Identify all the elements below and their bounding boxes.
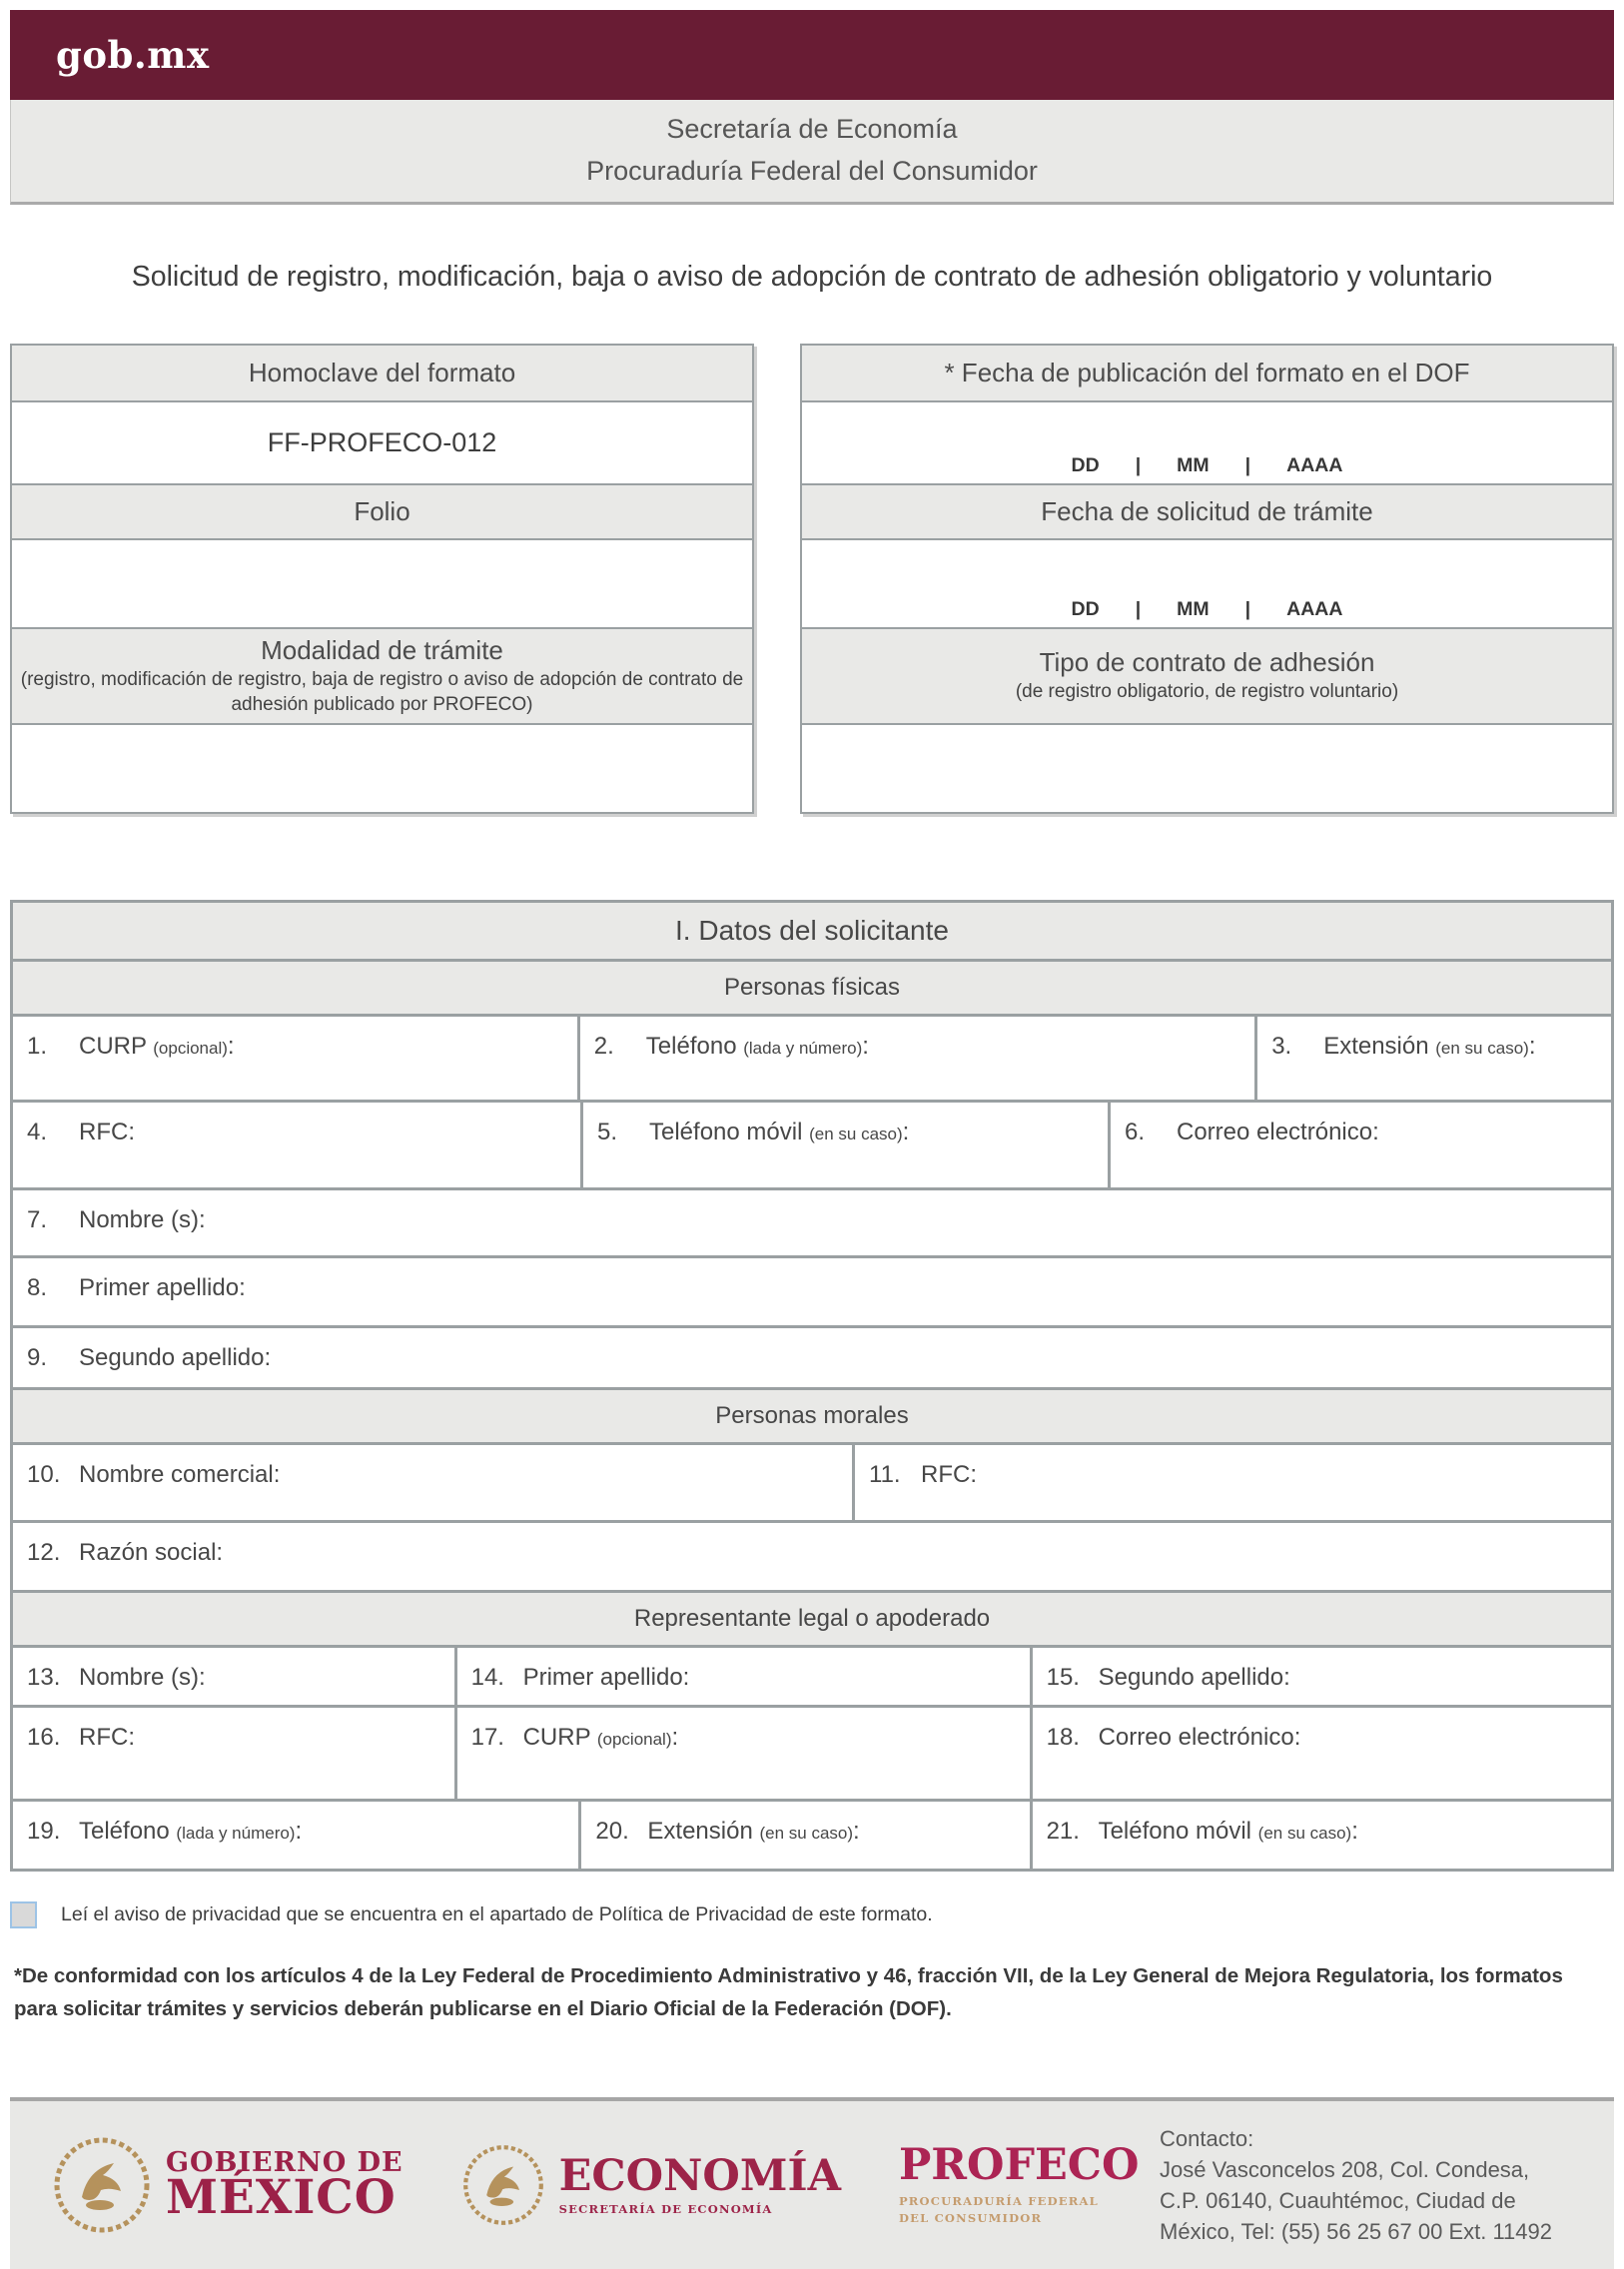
field-2-telefono[interactable]: 2. Teléfono (lada y número): — [577, 1017, 1254, 1100]
date-separator: | — [1244, 454, 1251, 476]
field-3-extension[interactable]: 3. Extensión (en su caso): — [1254, 1017, 1611, 1100]
field-21-telefono-movil[interactable]: 21. Teléfono móvil (en su caso): — [1030, 1802, 1611, 1869]
tipo-contrato-label: Tipo de contrato de adhesión — [1039, 647, 1375, 678]
date-aaaa-label: AAAA — [1286, 454, 1343, 476]
privacy-checkbox[interactable] — [10, 1901, 37, 1928]
field-12-razon-social[interactable]: 12. Razón social: — [27, 1539, 224, 1566]
date-dd-label: DD — [1071, 454, 1100, 476]
table-row — [13, 1187, 1611, 1255]
modalidad-sublabel: (registro, modificación de registro, baja de registro o aviso de adopción de contrato de adhesión publicado por PROFECO) — [20, 668, 744, 715]
dof-disclaimer: *De conformidad con los artículos 4 de la Ley Federal de Procedimiento Administrativo y 46, fracción VII, de la Ley General de Mejora Regulatoria, los formatos para solicitar trámites y servicios deberán publicarse en el Diario Oficial de la Federación (DOF). — [14, 1964, 1563, 2020]
fecha-dof-header: * Fecha de publicación del formato en el DOF — [802, 346, 1612, 402]
privacy-label: Leí el aviso de privacidad que se encuentra en el apartado de Política de Privacidad de este formato. — [61, 1903, 933, 1925]
tipo-contrato-sublabel: (de registro obligatorio, de registro voluntario) — [1015, 681, 1399, 703]
field-9-segundo-apellido[interactable]: 9. Segundo apellido: — [27, 1344, 272, 1371]
field-5-telefono-movil[interactable]: 5. Teléfono móvil (en su caso): — [580, 1103, 1108, 1187]
field-14-primer-apellido[interactable]: 14. Primer apellido: — [454, 1648, 1030, 1705]
privacy-row — [10, 1901, 1614, 1928]
folio-input-area[interactable] — [12, 540, 752, 629]
table-row — [13, 1014, 1611, 1100]
fecha-solicitud-input-area[interactable] — [802, 540, 1612, 629]
subsection-personas-fisicas: Personas físicas — [13, 962, 1611, 1014]
date-separator: | — [1244, 598, 1251, 620]
subsection-personas-morales: Personas morales — [13, 1390, 1611, 1442]
table-row — [13, 1255, 1611, 1325]
table-row — [13, 1705, 1611, 1799]
profeco-logo — [898, 2139, 1140, 2226]
field-15-segundo-apellido[interactable]: 15. Segundo apellido: — [1030, 1648, 1611, 1705]
modalidad-label: Modalidad de trámite — [261, 634, 503, 665]
form-title: Solicitud de registro, modificación, baja o aviso de adopción de contrato de adhesión obligatorio y voluntario — [131, 261, 1493, 293]
table-row — [13, 1442, 1611, 1520]
fecha-dof-input-area[interactable] — [802, 402, 1612, 485]
tipo-contrato-input-area[interactable] — [802, 725, 1612, 812]
table-row — [13, 1520, 1611, 1590]
date-separator: | — [1135, 454, 1142, 476]
field-6-correo[interactable]: 6. Correo electrónico: — [1108, 1103, 1611, 1187]
footer-logos — [10, 2135, 1139, 2235]
field-10-nombre-comercial[interactable]: 10. Nombre comercial: — [27, 1461, 281, 1488]
economia-wordmark: ECONOMÍA SECRETARÍA DE ECONOMÍA — [558, 2150, 841, 2216]
date-dd-label: DD — [1071, 598, 1100, 620]
subsection-row — [13, 1387, 1611, 1442]
datos-solicitante-table — [10, 900, 1614, 1872]
folio-header: Folio — [12, 485, 752, 540]
field-7-nombre[interactable]: 7. Nombre (s): — [27, 1206, 206, 1233]
field-20-extension[interactable]: 20. Extensión (en su caso): — [578, 1802, 1029, 1869]
mexico-eagle-seal-icon — [52, 2135, 152, 2235]
date-separator: | — [1135, 598, 1142, 620]
table-row — [13, 1100, 1611, 1187]
date-aaaa-label: AAAA — [1286, 598, 1343, 620]
section-header-row — [13, 903, 1611, 959]
homoclave-value: FF-PROFECO-012 — [12, 402, 752, 485]
gobmx-header-bar — [10, 10, 1614, 100]
table-row — [13, 1799, 1611, 1869]
field-11-rfc[interactable]: 11. RFC: — [852, 1445, 1611, 1520]
org-line-procuraduria: Procuraduría Federal del Consumidor — [586, 156, 1038, 186]
table-row — [13, 1325, 1611, 1387]
modalidad-input-area[interactable] — [12, 725, 752, 812]
field-19-telefono[interactable]: 19. Teléfono (lada y número): — [27, 1818, 303, 1845]
org-line-secretaria: Secretaría de Economía — [666, 114, 958, 145]
field-16-rfc[interactable]: 16. RFC: — [27, 1724, 135, 1751]
homoclave-header: Homoclave del formato — [12, 346, 752, 402]
contact-block — [1160, 2123, 1614, 2248]
gobmx-logo: gob.mx — [56, 33, 210, 77]
gobierno-de-mexico-logo — [52, 2135, 404, 2235]
subsection-row — [13, 1590, 1611, 1645]
contact-address-line2: C.P. 06140, Cuauhtémoc, Ciudad de — [1160, 2188, 1516, 2213]
table-row — [13, 1645, 1611, 1705]
field-4-rfc[interactable]: 4. RFC: — [27, 1119, 135, 1145]
contact-address-line1: José Vasconcelos 208, Col. Condesa, — [1160, 2156, 1530, 2182]
homoclave-folio-modalidad-box — [10, 344, 754, 814]
gobierno-de-mexico-wordmark: GOBIERNO DE MÉXICO — [166, 2146, 404, 2225]
fechas-tipo-box — [800, 344, 1614, 814]
contact-title: Contacto: — [1160, 2125, 1254, 2151]
subsection-row — [13, 959, 1611, 1014]
field-13-nombre[interactable]: 13. Nombre (s): — [27, 1664, 206, 1691]
field-1-curp[interactable]: 1. CURP (opcional): — [27, 1033, 235, 1060]
org-bar — [10, 100, 1614, 205]
field-17-curp[interactable]: 17. CURP (opcional): — [454, 1708, 1030, 1799]
field-8-primer-apellido[interactable]: 8. Primer apellido: — [27, 1274, 246, 1301]
date-mm-label: MM — [1177, 598, 1210, 620]
economia-logo — [461, 2143, 841, 2227]
profeco-wordmark: PROFECO PROCURADURÍA FEDERAL DEL CONSUMIDOR — [898, 2139, 1140, 2225]
section-datos-solicitante: I. Datos del solicitante — [13, 903, 1611, 959]
tipo-contrato-header — [802, 629, 1612, 725]
modalidad-header — [12, 629, 752, 725]
field-18-correo[interactable]: 18. Correo electrónico: — [1030, 1708, 1611, 1799]
fecha-solicitud-header: Fecha de solicitud de trámite — [802, 485, 1612, 540]
contact-phone-line: México, Tel: (55) 56 25 67 00 Ext. 11492 — [1160, 2219, 1552, 2245]
footer — [10, 2097, 1614, 2269]
info-boxes — [10, 344, 1614, 814]
date-mm-label: MM — [1177, 454, 1210, 476]
subsection-representante-legal: Representante legal o apoderado — [13, 1593, 1611, 1645]
economia-eagle-seal-icon — [461, 2143, 545, 2227]
